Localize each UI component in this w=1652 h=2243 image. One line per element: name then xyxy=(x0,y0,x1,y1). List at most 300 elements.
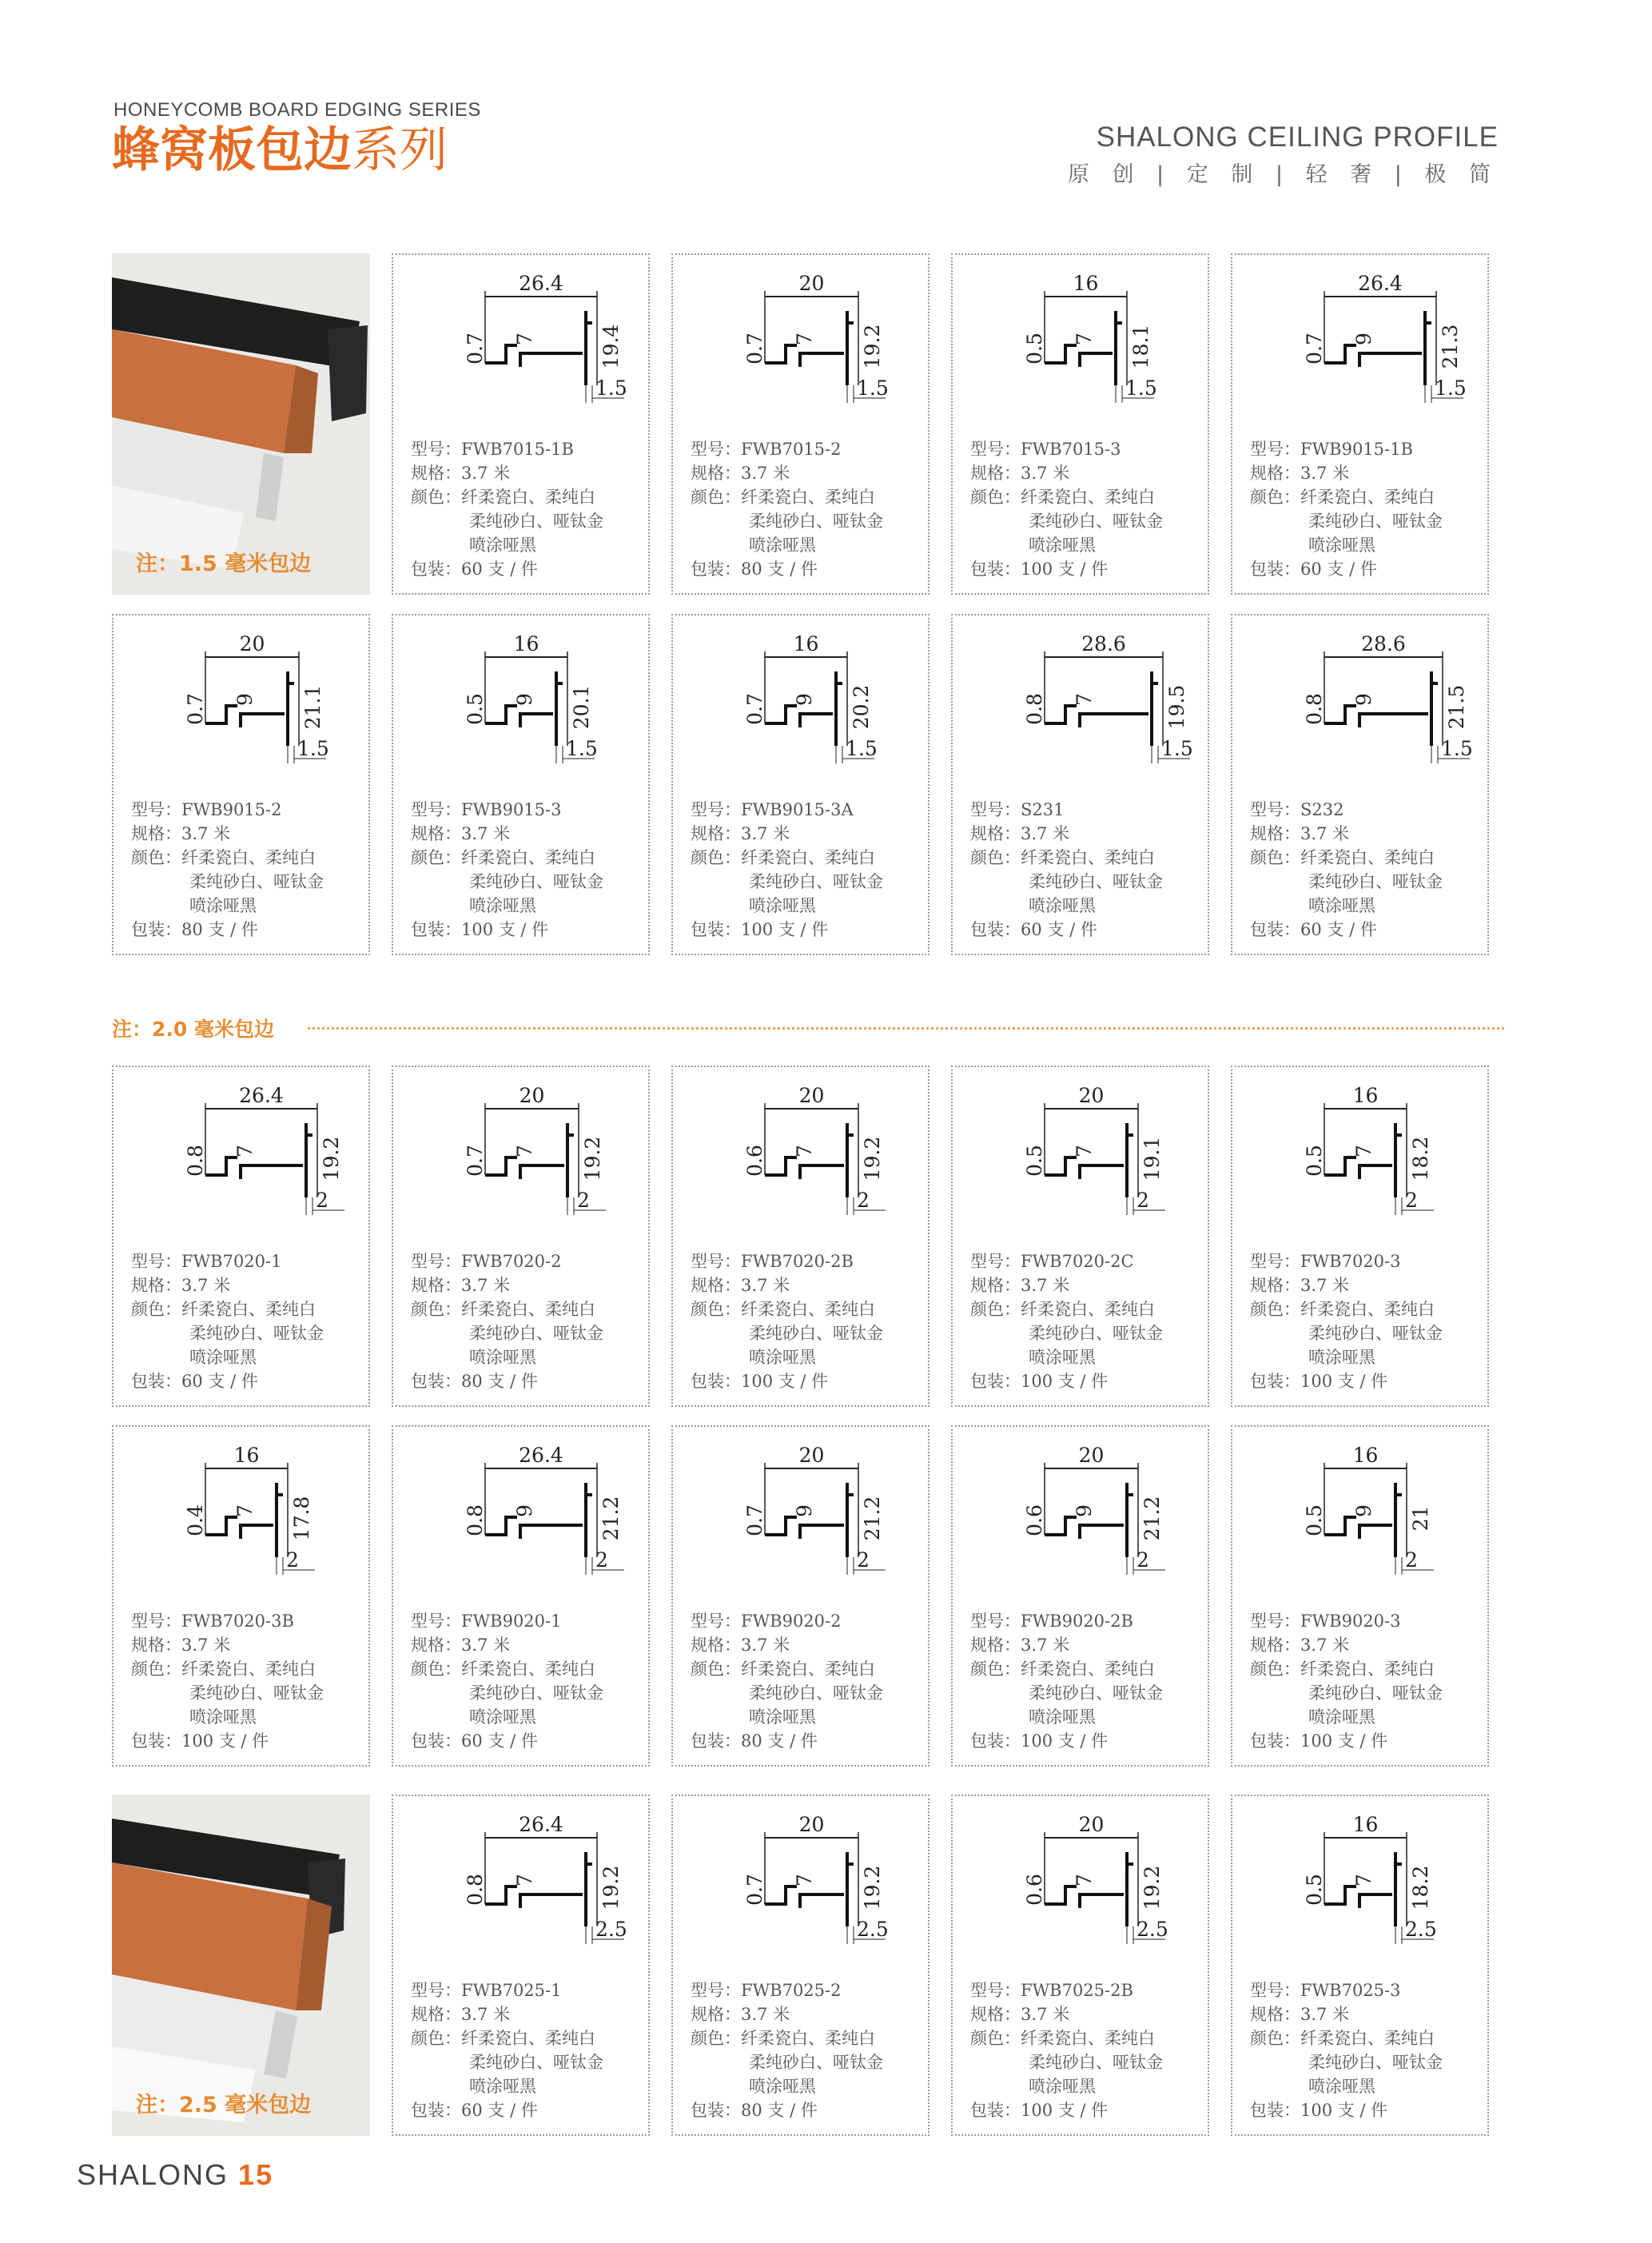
label-spec: 规格： xyxy=(691,1276,741,1295)
product-color-l3: 喷涂哑黑 xyxy=(1029,896,1096,915)
dim-thickness: 2 xyxy=(316,1189,328,1212)
dim-height: 19.2 xyxy=(581,1136,604,1181)
dim-thickness: 2 xyxy=(857,1189,870,1212)
dim-thickness: 1.5 xyxy=(1441,737,1473,760)
product-spec: 3.7 米 xyxy=(1021,1276,1070,1295)
label-model: 型号： xyxy=(691,440,741,459)
dim-depth: 7 xyxy=(1073,1145,1096,1157)
dim-width: 20 xyxy=(798,1444,825,1467)
product-card xyxy=(671,1795,929,2136)
series-title-cn-strong: 蜂窝板包边 xyxy=(112,122,352,178)
dim-thickness: 1.5 xyxy=(857,376,889,400)
dim-height: 20.2 xyxy=(850,684,873,730)
label-pack: 包装： xyxy=(691,920,741,939)
label-model: 型号： xyxy=(1250,1252,1300,1271)
dim-thickness: 2 xyxy=(286,1548,299,1572)
product-specs xyxy=(1250,1609,1443,1753)
product-specs xyxy=(411,1249,603,1393)
dim-depth: 9 xyxy=(793,693,816,706)
product-specs xyxy=(131,798,324,942)
product-specs xyxy=(411,1609,603,1753)
dim-height: 19.4 xyxy=(599,324,623,369)
product-card xyxy=(1231,1795,1489,2136)
profile-photo-image xyxy=(112,253,370,595)
dim-height: 21.2 xyxy=(1140,1496,1164,1541)
label-color: 颜色： xyxy=(691,488,741,507)
product-specs xyxy=(970,1249,1163,1393)
dim-depth: 9 xyxy=(1352,693,1375,706)
label-pack: 包装： xyxy=(1250,920,1300,939)
dim-lip: 0.7 xyxy=(743,1504,766,1536)
dim-depth: 7 xyxy=(1073,333,1096,345)
dim-height: 18.1 xyxy=(1129,324,1152,369)
dim-width: 20 xyxy=(798,272,825,295)
product-pack: 60 支 / 件 xyxy=(461,2101,538,2120)
product-card xyxy=(951,253,1209,595)
dim-depth: 9 xyxy=(1352,333,1375,345)
product-color-l2: 柔纯砂白、哑钛金 xyxy=(1029,512,1163,531)
product-color-l2: 柔纯砂白、哑钛金 xyxy=(749,512,883,531)
dim-width: 20 xyxy=(798,1813,825,1836)
product-color-l1: 纤柔瓷白、柔纯白 xyxy=(1021,1659,1155,1679)
product-color-l2: 柔纯砂白、哑钛金 xyxy=(1029,1683,1163,1703)
product-specs xyxy=(1250,1249,1443,1393)
product-card xyxy=(1231,1425,1489,1767)
product-specs xyxy=(1250,798,1443,942)
label-pack: 包装： xyxy=(691,560,741,579)
dim-width: 16 xyxy=(1352,1444,1379,1467)
product-color-l3: 喷涂哑黑 xyxy=(749,2077,816,2096)
label-spec: 规格： xyxy=(1250,1635,1300,1655)
product-color-l3: 喷涂哑黑 xyxy=(1029,2077,1096,2096)
product-spec: 3.7 米 xyxy=(1300,1635,1350,1655)
label-pack: 包装： xyxy=(411,920,461,939)
product-spec: 3.7 米 xyxy=(1021,824,1070,843)
dim-depth: 9 xyxy=(513,1504,536,1517)
page-number: 15 xyxy=(238,2158,274,2191)
dim-lip: 0.7 xyxy=(464,1145,487,1177)
dim-lip: 0.8 xyxy=(1023,693,1046,725)
product-model: FWB9015-3A xyxy=(741,800,854,819)
dim-height: 21.2 xyxy=(599,1496,623,1541)
series-title-cn xyxy=(112,122,448,178)
product-specs xyxy=(691,1978,883,2122)
product-color-l1: 纤柔瓷白、柔纯白 xyxy=(1021,488,1155,507)
label-model: 型号： xyxy=(131,1612,181,1631)
dim-thickness: 2 xyxy=(1136,1548,1149,1572)
product-color-l3: 喷涂哑黑 xyxy=(1308,536,1375,555)
product-color-l1: 纤柔瓷白、柔纯白 xyxy=(1300,488,1435,507)
dim-height: 18.2 xyxy=(1409,1136,1432,1181)
profile-photo-image-2 xyxy=(112,1795,370,2136)
product-photo-1-5mm xyxy=(112,253,370,595)
product-color-l3: 喷涂哑黑 xyxy=(469,536,536,555)
label-model: 型号： xyxy=(1250,1612,1300,1631)
dim-lip: 0.7 xyxy=(184,693,207,725)
product-color-l2: 柔纯砂白、哑钛金 xyxy=(1029,872,1163,891)
label-model: 型号： xyxy=(691,1252,741,1271)
product-spec: 3.7 米 xyxy=(1300,2005,1350,2024)
label-spec: 规格： xyxy=(691,1635,741,1655)
label-color: 颜色： xyxy=(131,1659,181,1679)
product-color-l3: 喷涂哑黑 xyxy=(1029,1707,1096,1727)
product-color-l1: 纤柔瓷白、柔纯白 xyxy=(1021,848,1155,867)
product-color-l1: 纤柔瓷白、柔纯白 xyxy=(741,488,875,507)
dim-depth: 7 xyxy=(513,333,536,345)
product-color-l1: 纤柔瓷白、柔纯白 xyxy=(461,1659,595,1679)
product-specs xyxy=(411,1978,603,2122)
product-color-l3: 喷涂哑黑 xyxy=(469,1707,536,1727)
product-card xyxy=(392,1066,650,1407)
product-color-l3: 喷涂哑黑 xyxy=(1308,1348,1375,1367)
product-pack: 60 支 / 件 xyxy=(1021,920,1097,939)
dim-height: 19.2 xyxy=(599,1865,623,1910)
profile-section-drawing xyxy=(1232,1427,1487,1619)
dim-thickness: 2 xyxy=(1405,1548,1418,1572)
product-color-l3: 喷涂哑黑 xyxy=(189,1348,257,1367)
dim-depth: 7 xyxy=(233,1145,257,1157)
label-pack: 包装： xyxy=(970,2101,1021,2120)
dim-width: 16 xyxy=(1073,272,1099,295)
profile-section-drawing xyxy=(953,616,1208,807)
product-color-l2: 柔纯砂白、哑钛金 xyxy=(469,2053,603,2072)
product-color-l1: 纤柔瓷白、柔纯白 xyxy=(741,2029,875,2048)
label-color: 颜色： xyxy=(131,848,181,867)
dim-lip: 0.7 xyxy=(464,333,487,365)
label-pack: 包装： xyxy=(970,560,1021,579)
product-model: FWB7020-2 xyxy=(461,1252,562,1271)
dim-thickness: 1.5 xyxy=(1161,737,1193,760)
product-specs xyxy=(411,437,603,581)
product-spec: 3.7 米 xyxy=(741,464,790,483)
label-color: 颜色： xyxy=(1250,1659,1300,1679)
dim-width: 28.6 xyxy=(1361,632,1406,655)
product-pack: 60 支 / 件 xyxy=(181,1372,258,1391)
label-model: 型号： xyxy=(970,440,1021,459)
product-specs xyxy=(131,1249,324,1393)
product-model: FWB7015-2 xyxy=(741,440,842,459)
label-color: 颜色： xyxy=(970,488,1021,507)
label-model: 型号： xyxy=(411,440,461,459)
product-spec: 3.7 米 xyxy=(741,2005,790,2024)
dim-width: 26.4 xyxy=(239,1084,284,1107)
label-spec: 规格： xyxy=(131,1635,181,1655)
product-pack: 60 支 / 件 xyxy=(1300,560,1377,579)
dim-thickness: 1.5 xyxy=(1125,376,1157,400)
product-spec: 3.7 米 xyxy=(461,824,511,843)
product-card xyxy=(1231,1066,1489,1407)
label-color: 颜色： xyxy=(411,488,461,507)
dim-lip: 0.6 xyxy=(743,1145,766,1177)
product-pack: 100 支 / 件 xyxy=(461,920,549,939)
label-color: 颜色： xyxy=(411,1659,461,1679)
product-card xyxy=(1231,614,1489,955)
product-color-l2: 柔纯砂白、哑钛金 xyxy=(189,872,324,891)
product-spec: 3.7 米 xyxy=(1021,1635,1070,1655)
dim-width: 20 xyxy=(1078,1813,1105,1836)
dim-lip: 0.5 xyxy=(1303,1874,1326,1906)
product-color-l2: 柔纯砂白、哑钛金 xyxy=(1308,872,1443,891)
product-model: FWB7020-2B xyxy=(741,1252,854,1271)
product-model: FWB9020-2B xyxy=(1021,1612,1133,1631)
dim-width: 20 xyxy=(519,1084,545,1107)
label-pack: 包装： xyxy=(970,1731,1021,1751)
product-pack: 100 支 / 件 xyxy=(1021,1731,1109,1751)
label-spec: 规格： xyxy=(691,824,741,843)
label-color: 颜色： xyxy=(411,848,461,867)
dim-thickness: 2.5 xyxy=(1405,1918,1437,1941)
dim-thickness: 1.5 xyxy=(566,737,598,760)
profile-section-drawing xyxy=(953,1427,1208,1619)
dim-thickness: 1.5 xyxy=(846,737,878,760)
profile-section-drawing xyxy=(953,1796,1208,1988)
product-color-l2: 柔纯砂白、哑钛金 xyxy=(1029,1324,1163,1343)
product-color-l3: 喷涂哑黑 xyxy=(189,896,257,915)
product-specs xyxy=(970,1978,1163,2122)
dim-lip: 0.7 xyxy=(743,1874,766,1906)
product-model: FWB7015-1B xyxy=(461,440,574,459)
product-color-l1: 纤柔瓷白、柔纯白 xyxy=(1021,1300,1155,1319)
dim-width: 20 xyxy=(1078,1084,1105,1107)
label-model: 型号： xyxy=(131,800,181,819)
label-spec: 规格： xyxy=(970,824,1021,843)
product-color-l1: 纤柔瓷白、柔纯白 xyxy=(1300,1300,1435,1319)
product-model: FWB9015-2 xyxy=(181,800,282,819)
product-model: FWB7020-1 xyxy=(181,1252,282,1271)
product-color-l1: 纤柔瓷白、柔纯白 xyxy=(741,1300,875,1319)
product-color-l3: 喷涂哑黑 xyxy=(749,896,816,915)
label-spec: 规格： xyxy=(411,1276,461,1295)
dim-width: 26.4 xyxy=(1358,272,1403,295)
product-specs xyxy=(691,1609,883,1753)
product-color-l2: 柔纯砂白、哑钛金 xyxy=(469,1324,603,1343)
dim-depth: 9 xyxy=(1073,1504,1096,1517)
label-pack: 包装： xyxy=(1250,1372,1300,1391)
product-spec: 3.7 米 xyxy=(461,1276,511,1295)
product-specs xyxy=(131,1609,324,1753)
label-color: 颜色： xyxy=(691,1300,741,1319)
dim-depth: 7 xyxy=(1073,1874,1096,1886)
product-model: FWB7020-2C xyxy=(1021,1252,1134,1271)
profile-section-drawing xyxy=(393,255,648,447)
dim-lip: 0.5 xyxy=(1023,333,1046,365)
dim-lip: 0.7 xyxy=(743,333,766,365)
label-model: 型号： xyxy=(970,1252,1021,1271)
label-model: 型号： xyxy=(691,1612,741,1631)
product-spec: 3.7 米 xyxy=(1021,2005,1070,2024)
label-model: 型号： xyxy=(1250,440,1300,459)
profile-section-drawing xyxy=(673,1427,928,1619)
section-divider xyxy=(308,1027,1504,1030)
label-model: 型号： xyxy=(691,1981,741,2000)
profile-section-drawing xyxy=(953,1067,1208,1259)
product-spec: 3.7 米 xyxy=(1300,824,1350,843)
label-color: 颜色： xyxy=(970,848,1021,867)
label-spec: 规格： xyxy=(131,824,181,843)
dim-height: 18.2 xyxy=(1409,1865,1432,1910)
product-specs xyxy=(970,798,1163,942)
dim-depth: 7 xyxy=(1352,1145,1375,1157)
product-model: FWB9015-3 xyxy=(461,800,562,819)
dim-lip: 0.8 xyxy=(464,1504,487,1536)
label-color: 颜色： xyxy=(411,1300,461,1319)
dim-thickness: 1.5 xyxy=(595,376,627,400)
note-2-5mm: 注：2.5 毫米包边 xyxy=(136,2093,312,2118)
dim-lip: 0.8 xyxy=(184,1145,207,1177)
dim-depth: 9 xyxy=(513,693,536,706)
label-model: 型号： xyxy=(691,800,741,819)
product-spec: 3.7 米 xyxy=(461,2005,511,2024)
dim-depth: 9 xyxy=(233,693,257,706)
profile-section-drawing xyxy=(393,616,648,807)
product-card xyxy=(112,1066,370,1407)
dim-depth: 7 xyxy=(513,1874,536,1886)
label-model: 型号： xyxy=(131,1252,181,1271)
product-card xyxy=(392,614,650,955)
dim-height: 19.2 xyxy=(861,1136,884,1181)
product-card xyxy=(951,1795,1209,2136)
label-color: 颜色： xyxy=(1250,488,1300,507)
label-pack: 包装： xyxy=(691,1372,741,1391)
label-pack: 包装： xyxy=(131,1731,181,1751)
dim-height: 21.5 xyxy=(1445,684,1468,730)
product-color-l2: 柔纯砂白、哑钛金 xyxy=(189,1683,324,1703)
product-card xyxy=(112,614,370,955)
label-model: 型号： xyxy=(411,1981,461,2000)
label-pack: 包装： xyxy=(411,2101,461,2120)
product-color-l1: 纤柔瓷白、柔纯白 xyxy=(741,848,875,867)
dim-depth: 9 xyxy=(1352,1504,1375,1517)
product-model: FWB7020-3 xyxy=(1300,1252,1401,1271)
product-spec: 3.7 米 xyxy=(181,1276,231,1295)
product-model: S232 xyxy=(1300,800,1344,819)
dim-height: 21.1 xyxy=(301,684,324,730)
product-card xyxy=(392,1795,650,2136)
profile-section-drawing xyxy=(673,616,928,807)
product-specs xyxy=(1250,437,1443,581)
product-color-l2: 柔纯砂白、哑钛金 xyxy=(469,872,603,891)
product-pack: 100 支 / 件 xyxy=(741,1372,829,1391)
series-title-en: HONEYCOMB BOARD EDGING SERIES xyxy=(113,99,481,121)
dim-width: 26.4 xyxy=(519,1813,563,1836)
label-color: 颜色： xyxy=(691,848,741,867)
dim-lip: 0.8 xyxy=(1303,693,1326,725)
product-spec: 3.7 米 xyxy=(181,1635,231,1655)
profile-section-drawing xyxy=(1232,1067,1487,1259)
product-pack: 60 支 / 件 xyxy=(461,560,538,579)
label-color: 颜色： xyxy=(1250,2029,1300,2048)
product-card xyxy=(671,253,929,595)
label-color: 颜色： xyxy=(970,2029,1021,2048)
product-color-l1: 纤柔瓷白、柔纯白 xyxy=(461,848,595,867)
label-pack: 包装： xyxy=(970,920,1021,939)
dim-width: 16 xyxy=(793,632,819,655)
product-color-l2: 柔纯砂白、哑钛金 xyxy=(1029,2053,1163,2072)
dim-height: 21.2 xyxy=(861,1496,884,1541)
dim-lip: 0.7 xyxy=(743,693,766,725)
product-color-l2: 柔纯砂白、哑钛金 xyxy=(469,1683,603,1703)
label-pack: 包装： xyxy=(411,560,461,579)
product-color-l1: 纤柔瓷白、柔纯白 xyxy=(181,848,316,867)
dim-depth: 7 xyxy=(233,1504,257,1517)
dim-thickness: 2 xyxy=(595,1548,608,1572)
product-pack: 60 支 / 件 xyxy=(461,1731,538,1751)
label-color: 颜色： xyxy=(691,1659,741,1679)
product-pack: 100 支 / 件 xyxy=(1300,1372,1388,1391)
label-pack: 包装： xyxy=(691,1731,741,1751)
dim-width: 26.4 xyxy=(519,1444,563,1467)
product-card xyxy=(951,614,1209,955)
dim-lip: 0.5 xyxy=(1303,1145,1326,1177)
product-color-l3: 喷涂哑黑 xyxy=(1308,2077,1375,2096)
series-title-cn-light: 系列 xyxy=(352,122,448,178)
product-color-l2: 柔纯砂白、哑钛金 xyxy=(189,1324,324,1343)
dim-height: 19.2 xyxy=(1140,1865,1164,1910)
label-model: 型号： xyxy=(970,1981,1021,2000)
label-model: 型号： xyxy=(411,1612,461,1631)
product-model: FWB7025-2 xyxy=(741,1981,842,2000)
label-color: 颜色： xyxy=(1250,848,1300,867)
product-color-l1: 纤柔瓷白、柔纯白 xyxy=(181,1659,316,1679)
dim-width: 20 xyxy=(798,1084,825,1107)
dim-width: 20 xyxy=(1078,1444,1105,1467)
label-color: 颜色： xyxy=(970,1659,1021,1679)
product-color-l3: 喷涂哑黑 xyxy=(469,896,536,915)
product-spec: 3.7 米 xyxy=(461,464,511,483)
product-model: FWB7025-3 xyxy=(1300,1981,1401,2000)
dim-lip: 0.5 xyxy=(464,693,487,725)
product-color-l3: 喷涂哑黑 xyxy=(1308,896,1375,915)
label-spec: 规格： xyxy=(970,464,1021,483)
label-color: 颜色： xyxy=(1250,1300,1300,1319)
product-color-l3: 喷涂哑黑 xyxy=(189,1707,257,1727)
dim-thickness: 2 xyxy=(577,1189,590,1212)
product-specs xyxy=(970,1609,1163,1753)
label-color: 颜色： xyxy=(131,1300,181,1319)
dim-lip: 0.6 xyxy=(1023,1874,1046,1906)
profile-section-drawing xyxy=(1232,255,1487,447)
dim-thickness: 1.5 xyxy=(297,737,329,760)
dim-thickness: 2 xyxy=(1405,1189,1418,1212)
product-color-l3: 喷涂哑黑 xyxy=(469,2077,536,2096)
product-color-l1: 纤柔瓷白、柔纯白 xyxy=(461,2029,595,2048)
dim-depth: 7 xyxy=(1352,1874,1375,1886)
product-color-l3: 喷涂哑黑 xyxy=(1308,1707,1375,1727)
dim-thickness: 1.5 xyxy=(1435,376,1467,400)
product-specs xyxy=(1250,1978,1443,2122)
product-spec: 3.7 米 xyxy=(741,824,790,843)
product-pack: 80 支 / 件 xyxy=(741,560,818,579)
dim-height: 19.2 xyxy=(320,1136,343,1181)
product-specs xyxy=(411,798,603,942)
brand-title: SHALONG CEILING PROFILE xyxy=(1096,122,1499,153)
dim-height: 17.8 xyxy=(290,1496,313,1541)
dim-lip: 0.4 xyxy=(184,1504,207,1536)
label-pack: 包装： xyxy=(131,1372,181,1391)
dim-width: 26.4 xyxy=(519,272,563,295)
label-model: 型号： xyxy=(411,1252,461,1271)
product-specs xyxy=(691,798,883,942)
product-spec: 3.7 米 xyxy=(461,1635,511,1655)
product-photo-2-5mm xyxy=(112,1795,370,2136)
product-pack: 60 支 / 件 xyxy=(1300,920,1377,939)
profile-section-drawing xyxy=(113,616,368,807)
product-spec: 3.7 米 xyxy=(1300,1276,1350,1295)
product-pack: 100 支 / 件 xyxy=(1300,1731,1388,1751)
product-color-l3: 喷涂哑黑 xyxy=(749,1707,816,1727)
label-spec: 规格： xyxy=(691,2005,741,2024)
dim-lip: 0.6 xyxy=(1023,1504,1046,1536)
